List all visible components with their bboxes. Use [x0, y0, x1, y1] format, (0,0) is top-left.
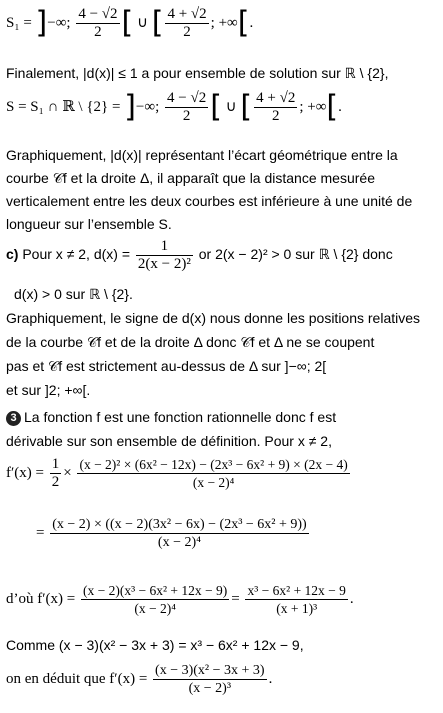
fraction-numerator: x³ − 6x² + 12x − 9	[247, 583, 346, 598]
fraction-4-plus-sqrt2	[254, 90, 297, 125]
fraction-numerator: 4 + √2	[167, 6, 207, 22]
fraction-denominator: (x − 2)⁴	[192, 475, 235, 490]
part-3-line-2: dérivable sur son ensemble de définition. Pour x ≠ 2,	[6, 433, 332, 449]
derivative-fraction-2	[50, 516, 308, 551]
union-symbol: ∪	[225, 96, 237, 115]
union-symbol: ∪	[137, 12, 148, 31]
fraction-denominator: 2	[271, 108, 280, 124]
open-interval-bracket: ]	[124, 89, 136, 125]
graph-paragraph-line-4: longueur sur l’ensemble S.	[6, 216, 172, 232]
s1-equation: S₁ = ]−∞; $\frac{4 - √2}{2}$ [ ∪ [ $\frac{4 + √2}{2}$ ; +∞[.	[6, 5, 254, 41]
fraction-one-half	[50, 456, 62, 491]
s-label: S = S₁ ∩ ℝ \ {2} =	[6, 98, 121, 115]
fraction-numerator: 1	[51, 456, 60, 472]
positivity-condition: or 2(x − 2)² > 0 sur ℝ \ {2} donc	[198, 246, 393, 263]
fraction-denominator: 2	[183, 24, 191, 40]
rational-function-text: La fonction f est une fonction rationnelle donc f est	[24, 409, 337, 425]
d-positive-line: d(x) > 0 sur ℝ \ {2}.	[14, 286, 133, 302]
open-interval-bracket: [	[240, 89, 253, 125]
derivative-equation-2	[36, 516, 439, 551]
step-number-badge: 3	[6, 411, 21, 426]
fraction-4-minus-sqrt2	[76, 6, 119, 41]
fraction-denominator: (x − 2)⁴	[157, 535, 202, 550]
plus-infinity: ; +∞	[299, 98, 327, 115]
d-of-x-def: Pour x ≠ 2, d(x) =	[22, 246, 131, 263]
fraction-numerator: (x − 2) × ((x − 2)(3x² − 6x) − (2x³ − 6x² + 9))	[52, 517, 307, 532]
finalement-text: Finalement, |d(x)| ≤ 1 a pour ensemble de solution sur ℝ \ {2},	[6, 65, 389, 81]
sign-paragraph-line-4: et sur ]2; +∞[.	[6, 382, 91, 398]
fraction-denominator: 2	[94, 24, 102, 40]
fraction-numerator: 4 − √2	[78, 6, 118, 22]
fraction-denominator: 2	[51, 474, 60, 490]
times-symbol: ×	[63, 464, 72, 481]
fraction-one-over-2x2	[136, 238, 193, 273]
derivative-equation-final	[6, 662, 439, 697]
part-c-line	[6, 238, 439, 273]
part-c-label: c)	[6, 246, 19, 263]
open-interval-bracket: [	[210, 89, 222, 125]
graph-paragraph-line-2: courbe 𝒞f et la droite Δ, il apparaît que la distance mesurée	[6, 170, 375, 186]
graph-paragraph-line-3: verticalement entre les deux courbes est inférieure à une unité de	[6, 193, 413, 209]
fraction-4-minus-sqrt2	[165, 90, 208, 125]
derivative-fraction-3	[81, 582, 229, 617]
fraction-numerator: (x − 2)(x³ − 6x² + 12x − 9)	[82, 583, 228, 598]
fraction-denominator: 2	[182, 108, 191, 124]
period: .	[349, 590, 354, 607]
fraction-numerator: 4 + √2	[256, 90, 296, 106]
fraction-4-plus-sqrt2	[165, 6, 208, 41]
fraction-denominator: (x − 2)⁴	[134, 601, 176, 616]
fraction-denominator: (x − 2)³	[188, 681, 232, 696]
fraction-denominator: (x + 1)³	[276, 601, 318, 616]
comme-line: Comme (x − 3)(x² − 3x + 3) = x³ − 6x² + 12x − 9,	[6, 637, 304, 653]
open-interval-bracket: [	[151, 5, 164, 41]
s1-label: S₁ =	[6, 14, 32, 31]
equals-sign: =	[231, 590, 240, 607]
open-interval-bracket: ]	[35, 5, 48, 41]
fraction-numerator: (x − 2)² × (6x² − 12x) − (2x³ − 6x² + 9) × (2x − 4)	[79, 457, 348, 472]
fraction-numerator: (x − 3)(x² − 3x + 3)	[155, 663, 265, 678]
derivative-fraction-final	[153, 662, 267, 697]
open-interval-bracket: [	[121, 5, 134, 41]
derivative-fraction-1	[77, 456, 349, 491]
derivative-lhs: f′(x) =	[6, 464, 44, 481]
derivative-equation-3	[6, 582, 439, 617]
minus-infinity: −∞;	[47, 14, 71, 31]
equals-sign: =	[36, 524, 45, 541]
sign-paragraph-line-1: Graphiquement, le signe de d(x) nous donne les positions relatives	[6, 310, 421, 326]
sign-paragraph-line-3: pas et 𝒞f est strictement au-dessus de Δ sur ]−∞; 2[	[6, 358, 327, 374]
open-interval-bracket: [	[326, 89, 339, 125]
fraction-numerator: 4 − √2	[167, 90, 207, 106]
derivative-fraction-4	[245, 582, 347, 617]
plus-infinity: ; +∞	[210, 14, 238, 31]
dou-label: d’où f′(x) =	[6, 590, 76, 607]
minus-infinity: −∞;	[135, 98, 160, 115]
s-equation: S = S₁ ∩ ℝ \ {2} = ]−∞; $\frac{4 - √2}{2}$ [ ∪ [ $\frac{4 + √2}{2}$ ; +∞[.	[6, 89, 342, 125]
open-interval-bracket: [	[237, 5, 250, 41]
fraction-numerator: 1	[136, 238, 193, 256]
fraction-denominator: 2(x − 2)²	[137, 256, 191, 272]
sign-paragraph-line-2: de la courbe 𝒞f et de la droite Δ donc 𝒞f et Δ ne se coupent	[6, 334, 375, 350]
deduction-text: on en déduit que f′(x) =	[6, 670, 148, 687]
graph-paragraph-line-1: Graphiquement, |d(x)| représentant l’écart géométrique entre la	[6, 147, 398, 163]
period: .	[268, 670, 273, 687]
derivative-equation-1	[6, 456, 439, 491]
part-3-line-1	[6, 408, 439, 426]
